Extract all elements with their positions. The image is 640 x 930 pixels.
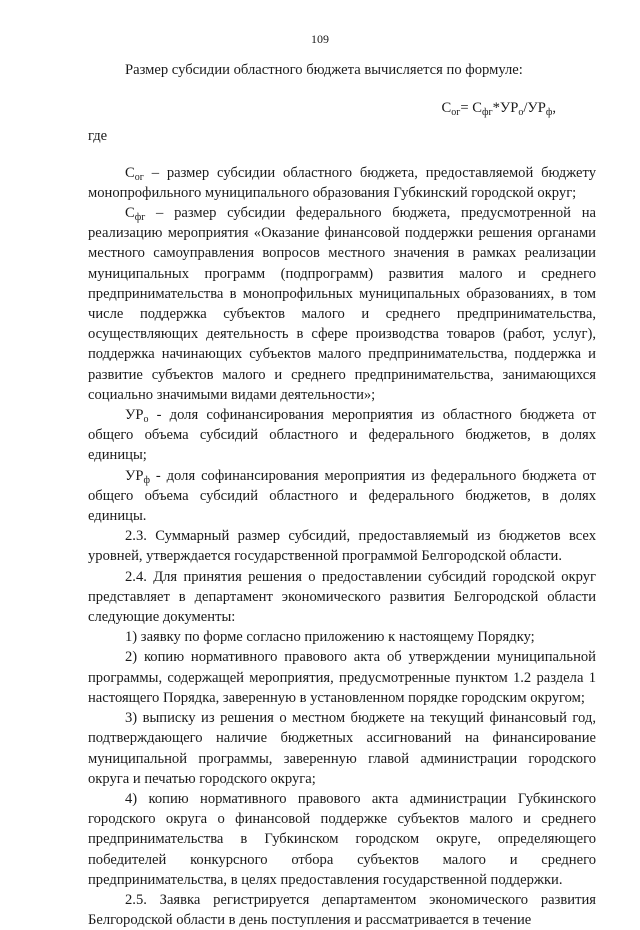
where-label: где <box>88 128 108 145</box>
definition-c-og <box>88 163 596 203</box>
definition-c-fg <box>88 203 596 405</box>
paragraph-2-5: 2.5. Заявка регистрируется департаментом экономического развития Белгородской области в день поступления и рассматривается в течение <box>88 891 596 929</box>
definition-symbol: УР <box>125 407 144 424</box>
definition-text: – размер субсидии федерального бюджета, предусмотренной на реализацию мероприятия «Оказание финансовой поддержки решения органами местного самоуправления вопросов местного значения в рамках реализации муниципальных программ (подпрограмм) развития малого и среднего предпринимательства в монопрофильных муниципальных образованиях, в том числе поддержка субъектов малого и среднего предпринимательства, осуществляющих деятельность в сфере производства товаров (работ, услуг), поддержка начинающих субъектов малого предпринимательства, поддержка и развитие субъектов малого и среднего предпринимательства, занимающихся социально значимыми видами деятельности»; <box>88 205 596 403</box>
list-item-1: 1) заявку по форме согласно приложению к настоящему Порядку; <box>125 629 535 646</box>
formula-lhs-sub: ог <box>451 107 461 119</box>
list-item-4: 4) копию нормативного правового акта администрации Губкинского городского округа о финансовой поддержке субъектов малого и среднего предпринимательства в Губкинском городском округе, определяющего победителей конкурсного отбора субъектов малого и среднего предпринимательства, в целях предоставления государственной поддержки. <box>88 790 596 888</box>
definition-subscript: фг <box>134 212 146 224</box>
definition-text: - доля софинансирования мероприятия из федерального бюджета от общего объема субсидий областного и федерального бюджетов, в долях единицы. <box>88 467 596 525</box>
definition-subscript: ог <box>134 171 144 183</box>
formula <box>88 98 596 118</box>
paragraph-2-4: 2.4. Для принятия решения о предоставлении субсидий городской округ представляет в департамент экономического развития Белгородской области следующие документы: <box>88 568 596 626</box>
formula-mid: *УР <box>492 100 519 117</box>
formula-uro-sub: о <box>518 107 524 119</box>
paragraph-2-3: 2.3. Суммарный размер субсидий, предоставляемый из бюджетов всех уровней, утверждается государственной программой Белгородской области. <box>88 528 596 565</box>
definition-subscript: о <box>143 414 149 426</box>
document-body <box>88 60 596 930</box>
definition-ur-f <box>88 466 596 527</box>
formula-slash: /УР <box>523 100 546 117</box>
definition-symbol: С <box>125 205 135 222</box>
formula-intro: Размер субсидии областного бюджета вычисляется по формуле: <box>125 62 523 78</box>
formula-urf-sub: ф <box>545 107 553 119</box>
formula-end: , <box>552 100 556 117</box>
list-item-2: 2) копию нормативного правового акта об утверждении муниципальной программы, содержащей мероприятия, предусмотренные пунктом 1.2 раздела 1 настоящего Порядка, заверенную в установленном порядке городским округом; <box>88 649 596 706</box>
list-item-3: 3) выписку из решения о местном бюджете на текущий финансовый год, подтверждающего наличие бюджетных ассигнований на финансирование муниципальной программы, заверенную главой администрации городского округа и печатью городского округа; <box>88 710 596 787</box>
definition-text: - доля софинансирования мероприятия из областного бюджета от общего объема субсидий областного и федерального бюджетов, в долях единицы; <box>88 407 596 464</box>
formula-lhs: С <box>441 100 452 117</box>
definition-symbol: С <box>125 164 135 181</box>
definition-subscript: ф <box>143 474 150 486</box>
definition-text: – размер субсидии областного бюджета, предоставляемой бюджету монопрофильного муниципального образования Губкинский городской округ; <box>88 164 596 201</box>
page-number: 109 <box>311 32 329 46</box>
formula-c-sub: фг <box>482 107 493 119</box>
definition-ur-o <box>88 405 596 466</box>
definition-symbol: УР <box>125 467 144 484</box>
formula-eq: = С <box>460 100 482 117</box>
